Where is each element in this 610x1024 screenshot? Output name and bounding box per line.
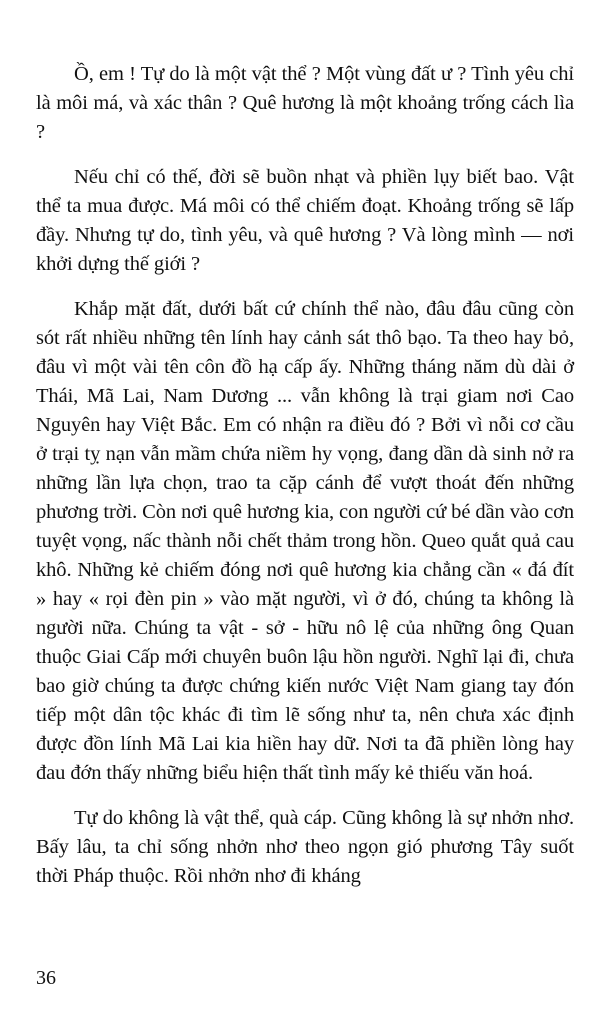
body-text (36, 60, 574, 907)
paragraph: Ồ, em ! Tự do là một vật thể ? Một vùng đất ư ? Tình yêu chỉ là môi má, và xác thân ? Quê hương là một khoảng trống cách lìa ? (36, 63, 574, 143)
paragraph: Tự do không là vật thể, quà cáp. Cũng không là sự nhởn nhơ. Bấy lâu, ta chỉ sống nhởn nhơ theo ngọn gió phương Tây suốt thời Pháp thuộc. Rồi nhởn nhơ đi kháng (36, 807, 574, 887)
paragraph: Khắp mặt đất, dưới bất cứ chính thể nào, đâu đâu cũng còn sót rất nhiều những tên lính hay cảnh sát thô bạo. Ta theo hay bỏ, đâu vì một vài tên côn đồ hạ cấp ấy. Những tháng năm dù dài ở Thái, Mã Lai, Nam Dương ... vẫn không là trại giam nơi Cao Nguyên hay Việt Bắc. Em có nhận ra điều đó ? Bởi vì nỗi cơ cầu ở trại tỵ nạn vẫn mầm chứa niềm hy vọng, đang dần dà sinh nở ra những lần lựa chọn, trao ta cặp cánh để vượt thoát đến những phương trời. Còn nơi quê hương kia, con người cứ bé dần vào cơn tuyệt vọng, nấc thành nỗi chết thảm trong hồn. Queo quắt quả cau khô. Những kẻ chiếm đóng nơi quê hương kia chẳng cần « đá đít » hay « rọi đèn pin » vào mặt người, vì ở đó, chúng ta không là người nữa. Chúng ta vật - sở - hữu nô lệ của những ông Quan thuộc Giai Cấp mới chuyên buôn lậu hồn người. Nghĩ lại đi, chưa bao giờ chúng ta được chứng kiến nước Việt Nam giang tay đón tiếp một dân tộc khác đi tìm lẽ sống như ta, nên chưa xác định được đồn lính Mã Lai kia hiền hay dữ. Nơi ta đã phiền lòng hay đau đớn thấy những biểu hiện thất tình mấy kẻ thiếu văn hoá. (36, 298, 574, 784)
paragraph: Nếu chỉ có thế, đời sẽ buồn nhạt và phiền lụy biết bao. Vật thể ta mua được. Má môi có thể chiếm đoạt. Khoảng trống sẽ lấp đầy. Nhưng tự do, tình yêu, và quê hương ? Và lòng mình — nơi khởi dựng thế giới ? (36, 166, 574, 275)
page-number: 36 (36, 967, 56, 989)
